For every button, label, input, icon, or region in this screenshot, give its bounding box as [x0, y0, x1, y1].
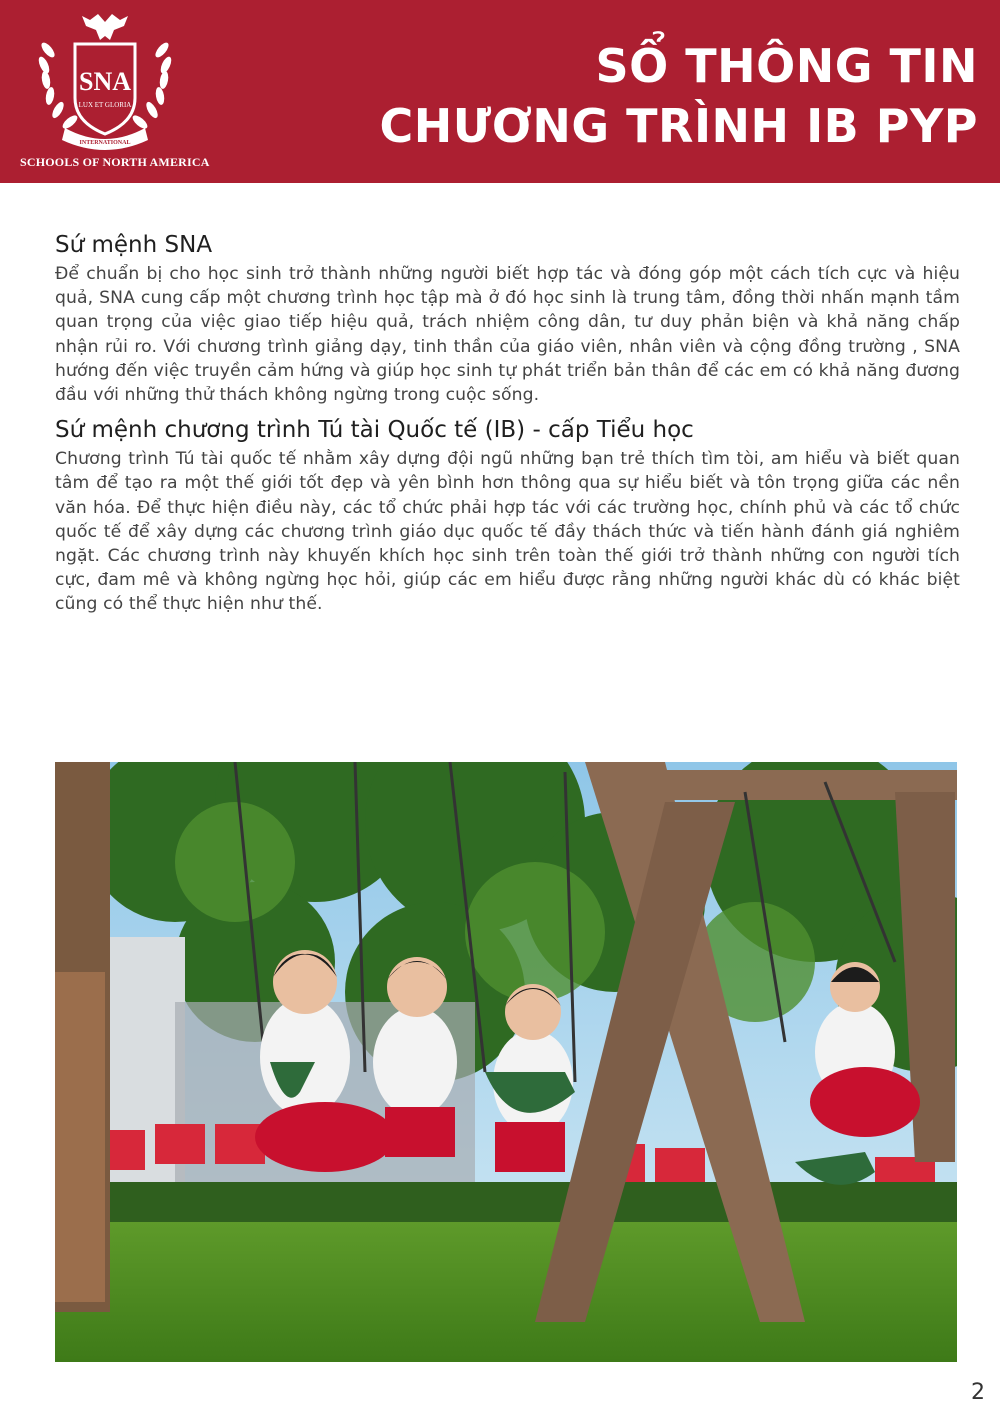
logo-monogram: SNA	[78, 67, 132, 96]
title-line-2: CHƯƠNG TRÌNH IB PYP	[379, 99, 978, 153]
playground-photo	[55, 762, 957, 1362]
swing-photo-illustration	[55, 762, 957, 1362]
logo-ribbon-text: INTERNATIONAL	[79, 140, 131, 146]
page-title	[380, 36, 979, 156]
section-heading-ib-mission: Sứ mệnh chương trình Tú tài Quốc tế (IB) - cấp Tiểu học	[55, 417, 694, 444]
logo-motto: LUX ET GLORIA	[78, 101, 132, 109]
school-logo	[20, 10, 210, 175]
section-body-sna-mission: Để chuẩn bị cho học sinh trở thành những người biết hợp tác và đóng góp một cách tích cực và hiệu quả, SNA cung cấp một chương trình học tập mà ở đó học sinh là trung tâm, đồng thời nhấn mạnh tầm quan trọng của việc giao tiếp hiệu quả, trách nhiệm công dân, tư duy phản biện và khả năng chấp nhận rủi ro. Với chương trình giảng dạy, tinh thần của giáo viên, nhân viên và cộng đồng trường , SNA hướng đến việc truyền cảm hứng và giúp học sinh tự phát triển bản thân để các em có khả năng đương đầu với những thử thách không ngừng trong cuộc sống.	[55, 264, 960, 406]
logo-text	[20, 10, 190, 155]
page-number: 2	[971, 1380, 985, 1405]
section-heading-sna-mission: Sứ mệnh SNA	[55, 232, 213, 258]
main-content	[55, 228, 960, 623]
title-line-1: SỔ THÔNG TIN	[595, 39, 978, 93]
page-header	[0, 0, 1000, 183]
section-body-ib-mission: Chương trình Tú tài quốc tế nhằm xây dựng đội ngũ những bạn trẻ thích tìm tòi, am hiểu và biết quan tâm để tạo ra một thế giới tốt đẹp và yên bình hơn thông qua sự hiểu biết và tôn trọng giữa các nền văn hóa. Để thực hiện điều này, các tổ chức phải hợp tác với các trường học, chính phủ và các tổ chức quốc tế để xây dựng các chương trình giáo dục quốc tế đầy thách thức và tiến hành đánh giá nghiêm ngặt. Các chương trình này khuyến khích học sinh trên toàn thế giới trở thành những con người tích cực, đam mê và không ngừng học hỏi, giúp các em hiểu được rằng những người khác dù có khác biệt cũng có thể thực hiện như thế.	[55, 449, 960, 615]
school-name: SCHOOLS OF NORTH AMERICA	[20, 155, 210, 169]
